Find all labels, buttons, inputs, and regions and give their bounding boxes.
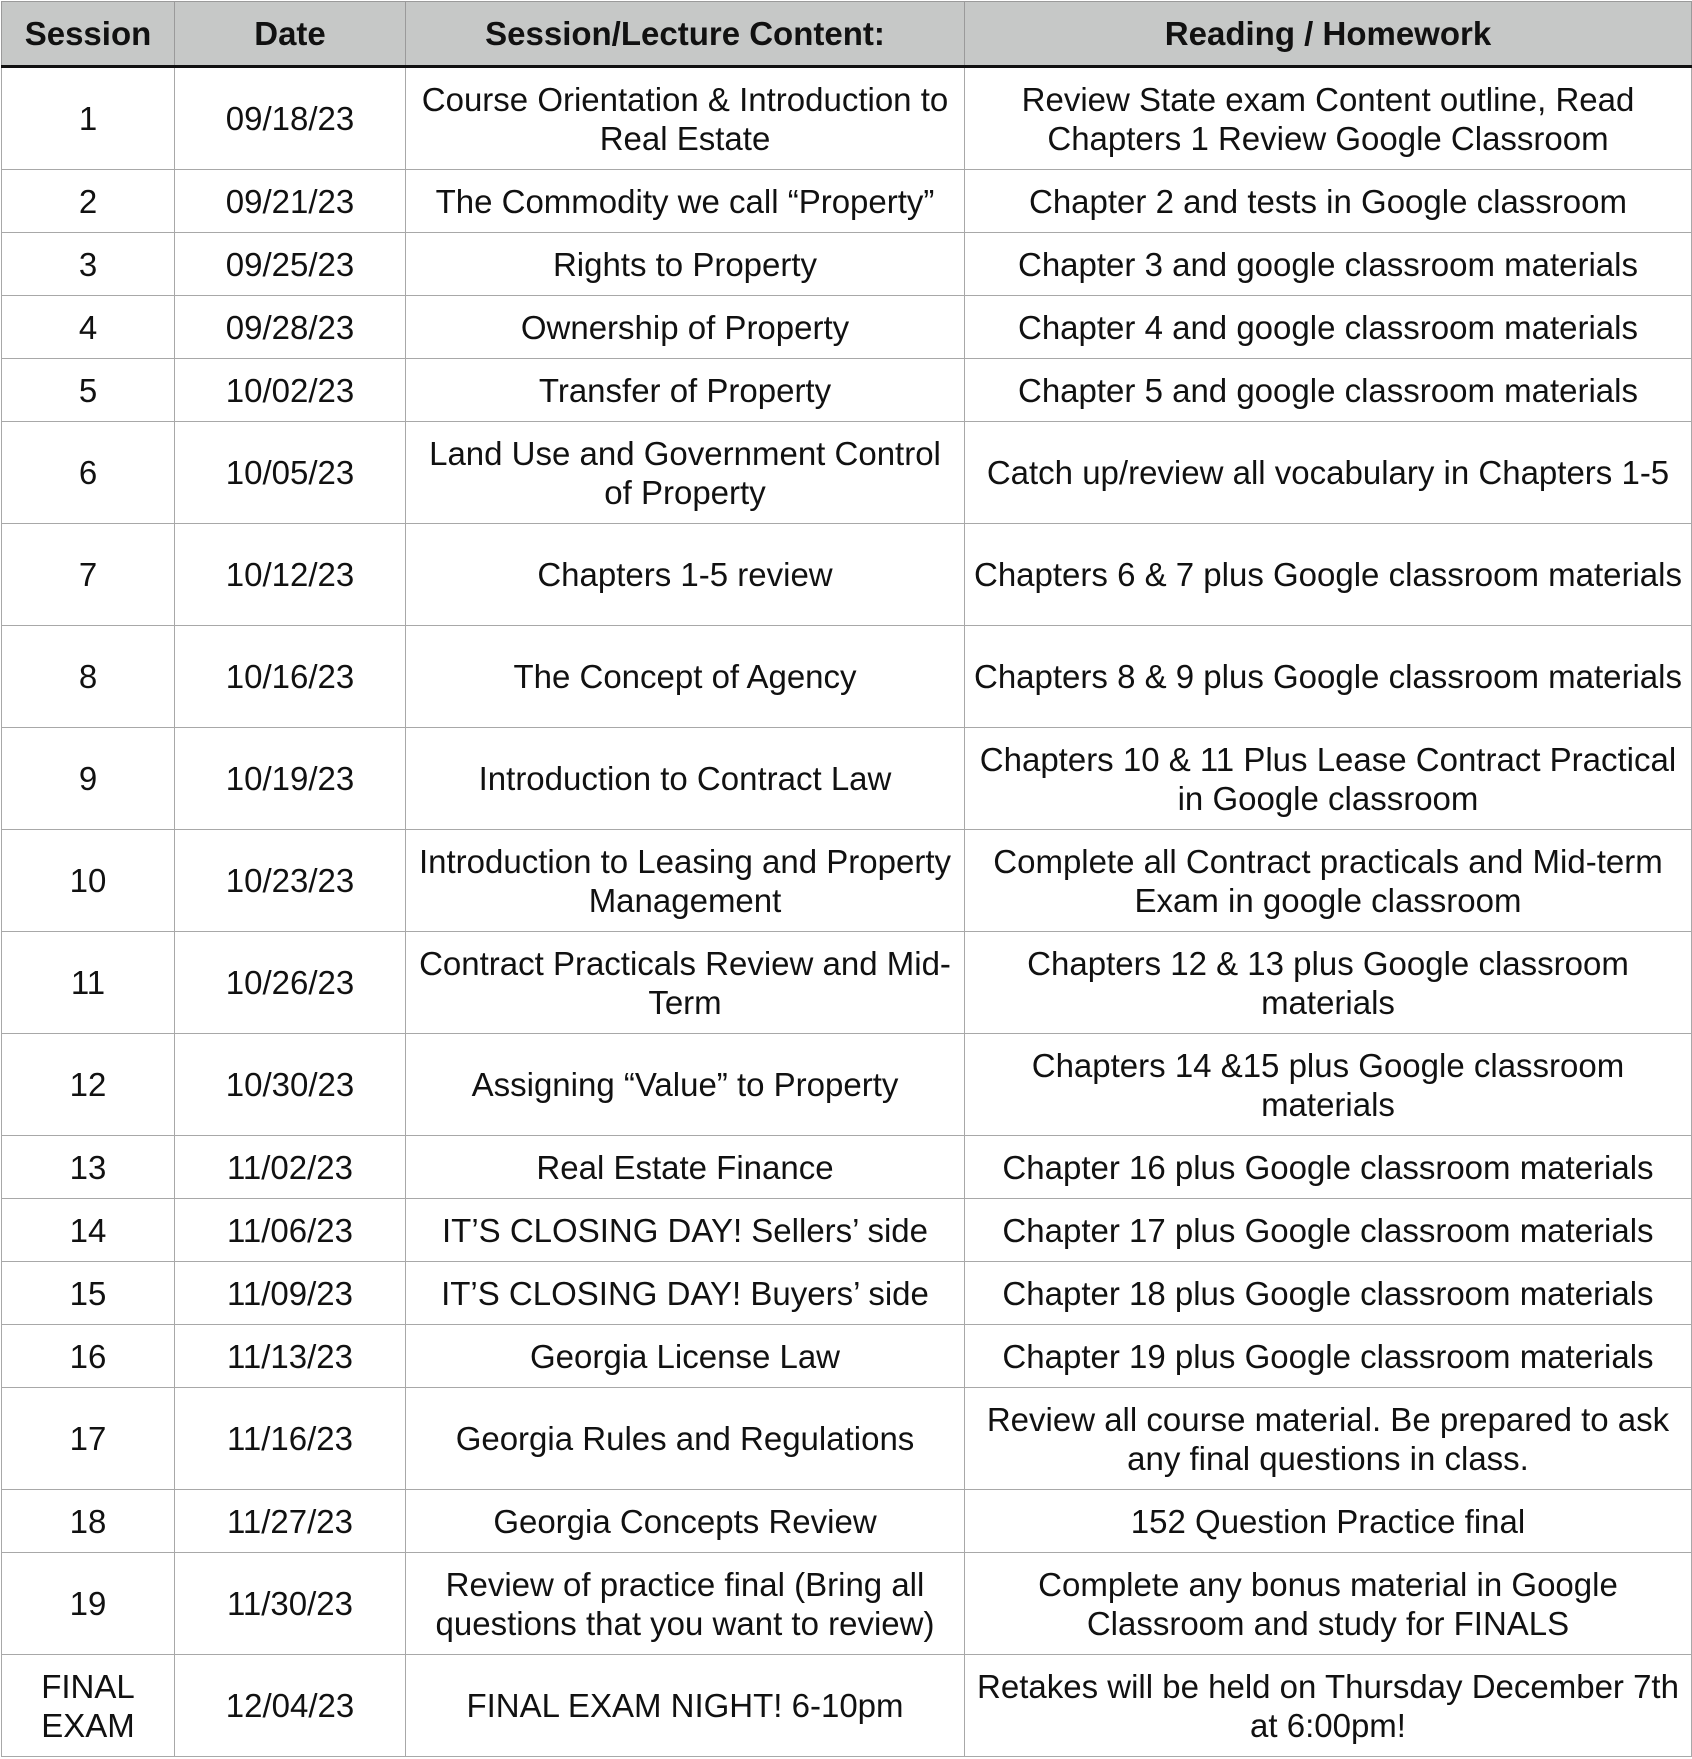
content-cell: Transfer of Property [406, 359, 965, 422]
reading-cell: Chapter 3 and google classroom materials [965, 233, 1692, 296]
table-row [2, 233, 1692, 296]
session-cell: 6 [2, 422, 175, 524]
date-cell: 11/06/23 [175, 1199, 406, 1262]
table-row [2, 830, 1692, 932]
table-row [2, 67, 1692, 170]
session-cell: 9 [2, 728, 175, 830]
content-cell: Georgia Concepts Review [406, 1490, 965, 1553]
header-content: Session/Lecture Content: [406, 2, 965, 67]
session-cell: 18 [2, 1490, 175, 1553]
table-row [2, 1325, 1692, 1388]
content-cell: Ownership of Property [406, 296, 965, 359]
reading-cell: Chapters 10 & 11 Plus Lease Contract Practical in Google classroom [965, 728, 1692, 830]
session-cell: 12 [2, 1034, 175, 1136]
content-cell: IT’S CLOSING DAY! Sellers’ side [406, 1199, 965, 1262]
date-cell: 11/13/23 [175, 1325, 406, 1388]
session-cell: 16 [2, 1325, 175, 1388]
session-cell: 4 [2, 296, 175, 359]
table-row [2, 626, 1692, 728]
content-cell: Introduction to Leasing and Property Management [406, 830, 965, 932]
session-cell: 5 [2, 359, 175, 422]
date-cell: 11/09/23 [175, 1262, 406, 1325]
content-cell: Land Use and Government Control of Property [406, 422, 965, 524]
date-cell: 10/12/23 [175, 524, 406, 626]
content-cell: Georgia License Law [406, 1325, 965, 1388]
date-cell: 09/21/23 [175, 170, 406, 233]
reading-cell: Chapter 2 and tests in Google classroom [965, 170, 1692, 233]
content-cell: Introduction to Contract Law [406, 728, 965, 830]
reading-cell: Chapter 18 plus Google classroom materials [965, 1262, 1692, 1325]
reading-cell: Chapter 16 plus Google classroom materials [965, 1136, 1692, 1199]
date-cell: 10/26/23 [175, 932, 406, 1034]
content-cell: IT’S CLOSING DAY! Buyers’ side [406, 1262, 965, 1325]
session-cell: 1 [2, 67, 175, 170]
session-cell: 14 [2, 1199, 175, 1262]
session-cell: 3 [2, 233, 175, 296]
table-row [2, 296, 1692, 359]
table-row [2, 1490, 1692, 1553]
reading-cell: Chapters 12 & 13 plus Google classroom materials [965, 932, 1692, 1034]
date-cell: 10/23/23 [175, 830, 406, 932]
content-cell: Review of practice final (Bring all questions that you want to review) [406, 1553, 965, 1655]
course-schedule-table [1, 1, 1692, 1757]
session-cell: 8 [2, 626, 175, 728]
header-reading: Reading / Homework [965, 2, 1692, 67]
session-cell: 13 [2, 1136, 175, 1199]
content-cell: Georgia Rules and Regulations [406, 1388, 965, 1490]
date-cell: 11/27/23 [175, 1490, 406, 1553]
session-cell: 19 [2, 1553, 175, 1655]
date-cell: 10/19/23 [175, 728, 406, 830]
date-cell: 12/04/23 [175, 1655, 406, 1757]
table-row [2, 728, 1692, 830]
reading-cell: Retakes will be held on Thursday December 7th at 6:00pm! [965, 1655, 1692, 1757]
reading-cell: 152 Question Practice final [965, 1490, 1692, 1553]
date-cell: 11/30/23 [175, 1553, 406, 1655]
date-cell: 09/18/23 [175, 67, 406, 170]
date-cell: 09/28/23 [175, 296, 406, 359]
table-row [2, 1655, 1692, 1757]
session-cell: 11 [2, 932, 175, 1034]
reading-cell: Chapter 19 plus Google classroom materials [965, 1325, 1692, 1388]
content-cell: Contract Practicals Review and Mid-Term [406, 932, 965, 1034]
table-row [2, 1199, 1692, 1262]
header-date: Date [175, 2, 406, 67]
table-row [2, 359, 1692, 422]
date-cell: 09/25/23 [175, 233, 406, 296]
content-cell: The Commodity we call “Property” [406, 170, 965, 233]
session-cell: FINAL EXAM [2, 1655, 175, 1757]
table-header [2, 2, 1692, 67]
table-body [2, 67, 1692, 1757]
table-row [2, 1553, 1692, 1655]
date-cell: 11/02/23 [175, 1136, 406, 1199]
reading-cell: Review all course material. Be prepared to ask any final questions in class. [965, 1388, 1692, 1490]
table-row [2, 524, 1692, 626]
date-cell: 10/02/23 [175, 359, 406, 422]
reading-cell: Chapter 17 plus Google classroom materials [965, 1199, 1692, 1262]
date-cell: 10/05/23 [175, 422, 406, 524]
content-cell: Assigning “Value” to Property [406, 1034, 965, 1136]
content-cell: FINAL EXAM NIGHT! 6-10pm [406, 1655, 965, 1757]
session-cell: 15 [2, 1262, 175, 1325]
content-cell: Course Orientation & Introduction to Real Estate [406, 67, 965, 170]
session-cell: 7 [2, 524, 175, 626]
table-row [2, 1034, 1692, 1136]
date-cell: 10/30/23 [175, 1034, 406, 1136]
session-cell: 2 [2, 170, 175, 233]
table-row [2, 1388, 1692, 1490]
reading-cell: Chapters 6 & 7 plus Google classroom materials [965, 524, 1692, 626]
session-cell: 10 [2, 830, 175, 932]
reading-cell: Chapter 5 and google classroom materials [965, 359, 1692, 422]
reading-cell: Complete all Contract practicals and Mid-term Exam in google classroom [965, 830, 1692, 932]
reading-cell: Chapters 8 & 9 plus Google classroom materials [965, 626, 1692, 728]
table-row [2, 1136, 1692, 1199]
reading-cell: Catch up/review all vocabulary in Chapters 1-5 [965, 422, 1692, 524]
table-row [2, 932, 1692, 1034]
reading-cell: Chapters 14 &15 plus Google classroom materials [965, 1034, 1692, 1136]
table-row [2, 422, 1692, 524]
content-cell: Rights to Property [406, 233, 965, 296]
header-row [2, 2, 1692, 67]
reading-cell: Chapter 4 and google classroom materials [965, 296, 1692, 359]
content-cell: The Concept of Agency [406, 626, 965, 728]
content-cell: Chapters 1-5 review [406, 524, 965, 626]
table-row [2, 1262, 1692, 1325]
table-row [2, 170, 1692, 233]
reading-cell: Review State exam Content outline, Read Chapters 1 Review Google Classroom [965, 67, 1692, 170]
date-cell: 10/16/23 [175, 626, 406, 728]
session-cell: 17 [2, 1388, 175, 1490]
header-session: Session [2, 2, 175, 67]
content-cell: Real Estate Finance [406, 1136, 965, 1199]
reading-cell: Complete any bonus material in Google Classroom and study for FINALS [965, 1553, 1692, 1655]
date-cell: 11/16/23 [175, 1388, 406, 1490]
